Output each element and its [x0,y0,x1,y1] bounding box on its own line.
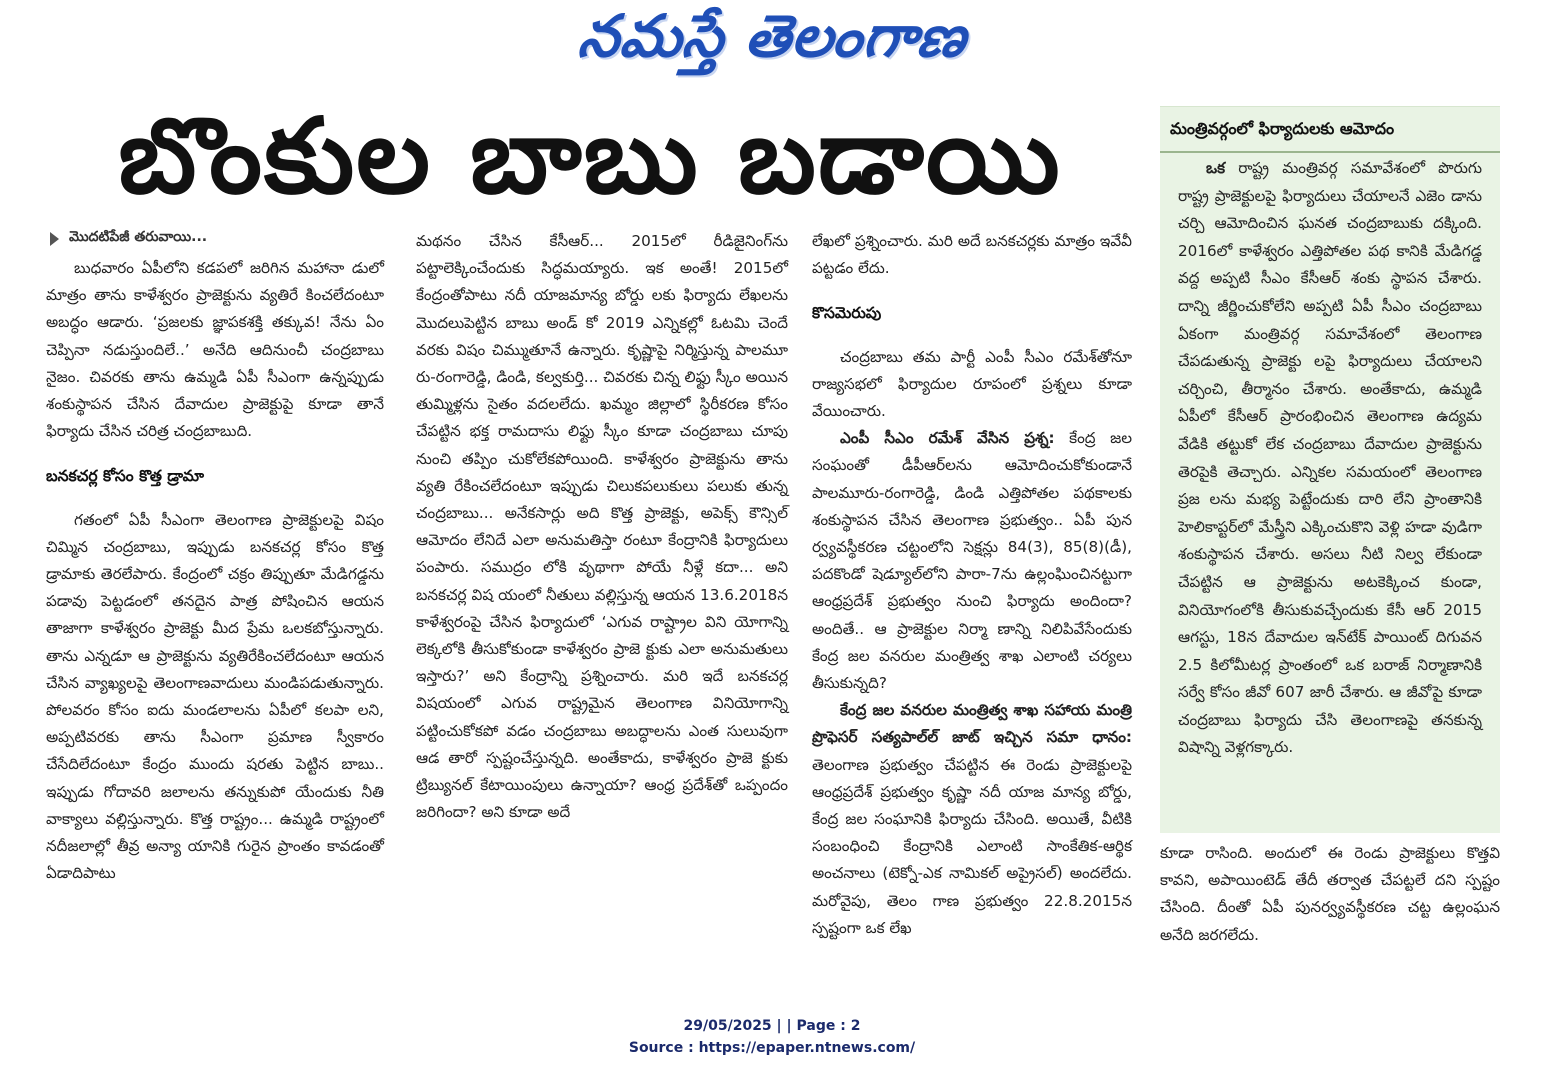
sidebar-box-divider [1160,151,1500,153]
triangle-arrow-icon [50,232,59,246]
jump-label: మొదటిపేజీ తరువాయి... [69,229,208,245]
subheading: బనకచర్ల కోసం కొత్త డ్రామా [46,467,204,486]
paragraph: మథనం చేసిన కేసీఆర్... 2015లో రీడిజైనింగ్‌ను పట్టాలెక్కించేందుకు సిద్ధమయ్యారు. ఇక అంతే! 2015లో కేంద్రంతోపాటు నదీ యాజమాన్య బోర్డు లకు ఫిర్యాదు లేఖలను మొదలుపెట్టిన బాబు అండ్ కో 2019 ఎన్నికల్లో ఓటమి చెందే వరకు విషం చిమ్ముతూనే ఉన్నారు. కృష్ణాపై నిర్మిస్తున్న పాలమూ రు-రంగారెడ్డి, డిండి, కల్వకుర్తి... చివరకు చిన్న లిఫ్టు స్కీం అయిన తుమ్మిళ్లను సైతం వదలలేదు. ఖమ్మం జిల్లాలో స్థిరీకరణ కోసం చేపట్టిన భక్త రామదాసు లిఫ్టు స్కీం కూడా చంద్రబాబు చూపు నుంచి తప్పిం చుకోలేకపోయింది. కాళేశ్వరం ప్రాజెక్టును తాను వ్యతి రేకించలేదంటూ ఇప్పుడు చిలుకపలుకులు పలుకు తున్న చంద్రబాబు... అనేకసార్లు అది కొత్త ప్రాజెక్టు, అపెక్స్ కౌన్సిల్ ఆమోదం లేనిదే ఎలా అనుమతిస్తా రంటూ కేంద్రానికి ఫిర్యాదులు పంపారు. సముద్రం లోకి వృథాగా పోయే నీళ్లే కదా... అని బనకచర్ల విష యంలో నీతులు వల్లిస్తున్న ఆయన 13.6.2018న కాళేశ్వరంపై చేసిన ఫిర్యాదులో ‘ఎగువ రాష్ట్రాల విని యోగాన్ని లెక్కలోకి తీసుకోకుండా కాళేశ్వరం ప్రాజె క్టుకు ఎలా అనుమతులు ఇస్తారు?’ అని కేంద్రాన్ని ప్రశ్నించారు. మరి ఇదే బనకచర్ల విషయంలో ఎగువ రాష్ట్రమైన తెలంగాణ వినియోగాన్ని పట్టించుకోకపో వడం చంద్రబాబు అబద్ధాలను ఎంత సులువుగా ఆడ తారో స్పష్టంచేస్తున్నది. అంతేకాదు, కాళేశ్వరం ప్రాజె క్టుకు ట్రిబ్యునల్ కేటాయింపులు ఉన్నాయా? ఆంధ్ర ప్రదేశ్‌తో ఒప్పందం జరిగిందా? అని కూడా అదే [416,232,788,822]
headline-text: బొంకుల బాబు బడాయి [118,95,1062,217]
article-column-3 [812,228,1132,942]
paragraph: లేఖలో ప్రశ్నించారు. మరి అదే బనకచర్లకు మాత్రం ఇవేవీ పట్టడం లేదు. [812,232,1132,278]
newspaper-logo: నమస్తే తెలంగాణ [575,1,971,70]
sidebar-box-title: మంత్రివర్గంలో ఫిర్యాదులకు ఆమోదం [1170,119,1395,138]
paragraph: బుధవారం ఏపీలోని కడపలో జరిగిన మహానా డులో మాత్రం తాను కాళేశ్వరం ప్రాజెక్టును వ్యతిరే కించలేదంటూ అబద్ధం ఆడారు. ‘ప్రజలకు జ్ఞాపకశక్తి తక్కువ! నేను ఏం చెప్పినా నడుస్తుందిలే..’ అనేది ఆదినుంచీ చంద్రబాబు నైజం. చివరకు తాను ఉమ్మడి ఏపీ సీఎంగా ఉన్నప్పుడు శంకుస్థాపన చేసిన దేవాదుల ప్రాజెక్టుపై కూడా తానే ఫిర్యాదు చేసిన చరిత్ర చంద్రబాబుది. [46,259,384,441]
article-column-2 [416,228,788,826]
source-url: Source : https://epaper.ntnews.com/ [628,1040,916,1056]
question-lead: ఎంపీ సీఎం రమేశ్ వేసిన ప్రశ్న: [840,429,1055,448]
paragraph [812,425,1132,697]
paragraph [1178,155,1482,762]
question-text: కేంద్ర జల సంఘంతో డీపీఆర్‌లను ఆమోదించుకోకుండానే పాలమూరు-రంగారెడ్డి, డిండి ఎత్తిపోతల పథకాలకు శంకుస్థాపన చేసిన తెలంగాణ ప్రభుత్వం.. ఏపీ పున ర్వ్యవస్థీకరణ చట్టంలోని సెక్షన్లు 84(3), 85(8)(డీ), పదకొండో షెడ్యూల్‌లోని పారా-7ను ఉల్లంఘించినట్టుగా ఆంధ్రప్రదేశ్ ప్రభుత్వం నుంచి ఫిర్యాదు అందిందా? అందితే.. ఆ ప్రాజెక్టుల నిర్మా ణాన్ని నిలిపివేసేందుకు కేంద్ర జల వనరుల మంత్రిత్వ శాఖ ఎలాంటి చర్యలు తీసుకున్నది? [812,429,1132,693]
answer-lead: కేంద్ర జల వనరుల మంత్రిత్వ శాఖ సహాయ మంత్రి ప్రొఫెసర్ సత్యపాల్‌ల్‌ జాట్ ఇచ్చిన సమా ధానం: [812,701,1132,747]
paragraph: గతంలో ఏపీ సీఎంగా తెలంగాణ ప్రాజెక్టులపై విషం చిమ్మిన చంద్రబాబు, ఇప్పుడు బనకచర్ల కోసం కొత్త డ్రామాకు తెరలేపారు. కేంద్రంలో చక్రం తిప్పుతూ మేడిగడ్డను పడావు పెట్టడంలో తనదైన పాత్ర పోషించిన ఆయన తాజాగా కాళేశ్వరం ప్రాజెక్టు మీద ప్రేమ ఒలకబోస్తున్నారు. తాను ఎన్నడూ ఆ ప్రాజెక్టును వ్యతిరేకించలేదంటూ ఆయన చేసిన వ్యాఖ్యలపై తెలంగాణవాదులు మండిపడుతున్నారు. పోలవరం కోసం ఐదు మండలాలను ఏపీలో కలపా లని, అప్పటివరకు తాను సీఎంగా ప్రమాణ స్వీకారం చేసేదిలేదంటూ కేంద్రం ముందు షరతు పెట్టిన బాబు.. ఇప్పుడు గోదావరి జలాలను తన్నుకుపో యేందుకు నీతి వాక్యాలు వల్లిస్తున్నారు. కొత్త రాష్ట్రం... ఉమ్మడి రాష్ట్రంలో నదీజలాల్లో తీవ్ర అన్యా యానికి గురైన ప్రాంతం కావడంతో ఏడాదిపాటు [46,510,384,883]
sidebar-text: రాష్ట్ర మంత్రివర్గ సమావేశంలో పొరుగు రాష్ట్ర ప్రాజెక్టులపై ఫిర్యాదులు చేయాలనే ఎజెం డాను చర్చి ఆమోదించిన ఘనత చంద్రబాబుకు దక్కింది. 2016లో కాళేశ్వరం ఎత్తిపోతల పథ కానికి మేడిగడ్డ వద్ద అప్పటి సీఎం కేసీఆర్ శంకు స్థాపన చేశారు. దాన్ని జీర్ణించుకోలేని అప్పటి ఏపీ సీఎం చంద్రబాబు ఏకంగా మంత్రివర్గ సమావేశంలో తెలంగాణ చేపడుతున్న ప్రాజెక్టు లపై ఫిర్యాదులు చేయాలని చర్చించి, తీర్మానం చేశారు. అంతేకాదు, ఉమ్మడి ఏపీలో కేసీఆర్ ప్రారంభించిన తెలంగాణ ఉద్యమ వేడికి తట్టుకో లేక చంద్రబాబు దేవాదుల ప్రాజెక్టును తెరపైకి తెచ్చారు. ఎన్నికల సమయంలో తెలంగాణ ప్రజ లను మభ్య పెట్టేందుకు దారి లేని ప్రాంతానికి హెలికాప్టర్‌లో మేస్త్రీని ఎక్కించుకొని వెళ్లి హడా వుడిగా శంకుస్థాపన చేశారు. అసలు నీటి నిల్వ లేకుండా చేపట్టిన ఆ ప్రాజెక్టును అటకెక్కించ కుండా, వినియోగంలోకి తీసుకువచ్చేందుకు కేసీ ఆర్ 2015 ఆగస్టు, 18న దేవాదుల ఇన్‌టేక్ పాయింట్ దిగువన 2.5 కిలోమీటర్ల ప్రాంతంలో ఒక బరాజ్ నిర్మాణానికి సర్వే కోసం జీవో 607 జారీ చేశారు. ఆ జీవోపై కూడా చంద్రబాబు ఫిర్యాదు చేసి తెలంగాణపై తనకున్న విషాన్ని వెళ్లగక్కారు. [1178,159,1482,757]
sidebar-box [1160,106,1500,833]
paragraph: కూడా రాసింది. అందులో ఈ రెండు ప్రాజెక్టులు కొత్తవి కావని, అపాయింటెడ్ తేదీ తర్వాత చేపట్టలే దని స్పష్టం చేసింది. దీంతో ఏపీ పునర్వ్యవస్థీకరణ చట్ట ఉల్లంఘన అనేది జరగలేదు. [1160,844,1500,944]
article-column-1 [46,255,384,887]
answer-text: తెలంగాణ ప్రభుత్వం చేపట్టిన ఈ రెండు ప్రాజెక్టులపై ఆంధ్రప్రదేశ్ ప్రభుత్వం కృష్ణా నదీ యాజ మాన్య బోర్డు, కేంద్ర జల సంఘానికి ఫిర్యాదు చేసింది. అయితే, వీటికి సంబంధించి కేంద్రానికి ఎలాంటి సాంకేతిక-ఆర్థిక అంచనాలు (టెక్నో-ఎక నామికల్ అప్రైసల్) అందలేదు. మరోవైపు, తెలం గాణ ప్రభుత్వం 22.8.2015న స్పష్టంగా ఒక లేఖ [812,755,1132,937]
sidebar-lead-word: ఒక [1206,159,1226,177]
continued-from-front-page [50,229,207,248]
sidebar-box-body [1178,155,1482,762]
date-page-info: 29/05/2025 | | Page : 2 [683,1018,861,1034]
article-column-4 [1160,840,1500,949]
subheading: కొసమెరుపు [812,304,882,323]
masthead [0,1,1544,80]
headline [40,92,1140,220]
paragraph [812,697,1132,942]
page-footer [0,1015,1544,1059]
paragraph: చంద్రబాబు తమ పార్టీ ఎంపీ సీఎం రమేశ్‌తోనూ రాజ్యసభలో ఫిర్యాదుల రూపంలో ప్రశ్నలు కూడా వేయించారు. [812,347,1132,421]
